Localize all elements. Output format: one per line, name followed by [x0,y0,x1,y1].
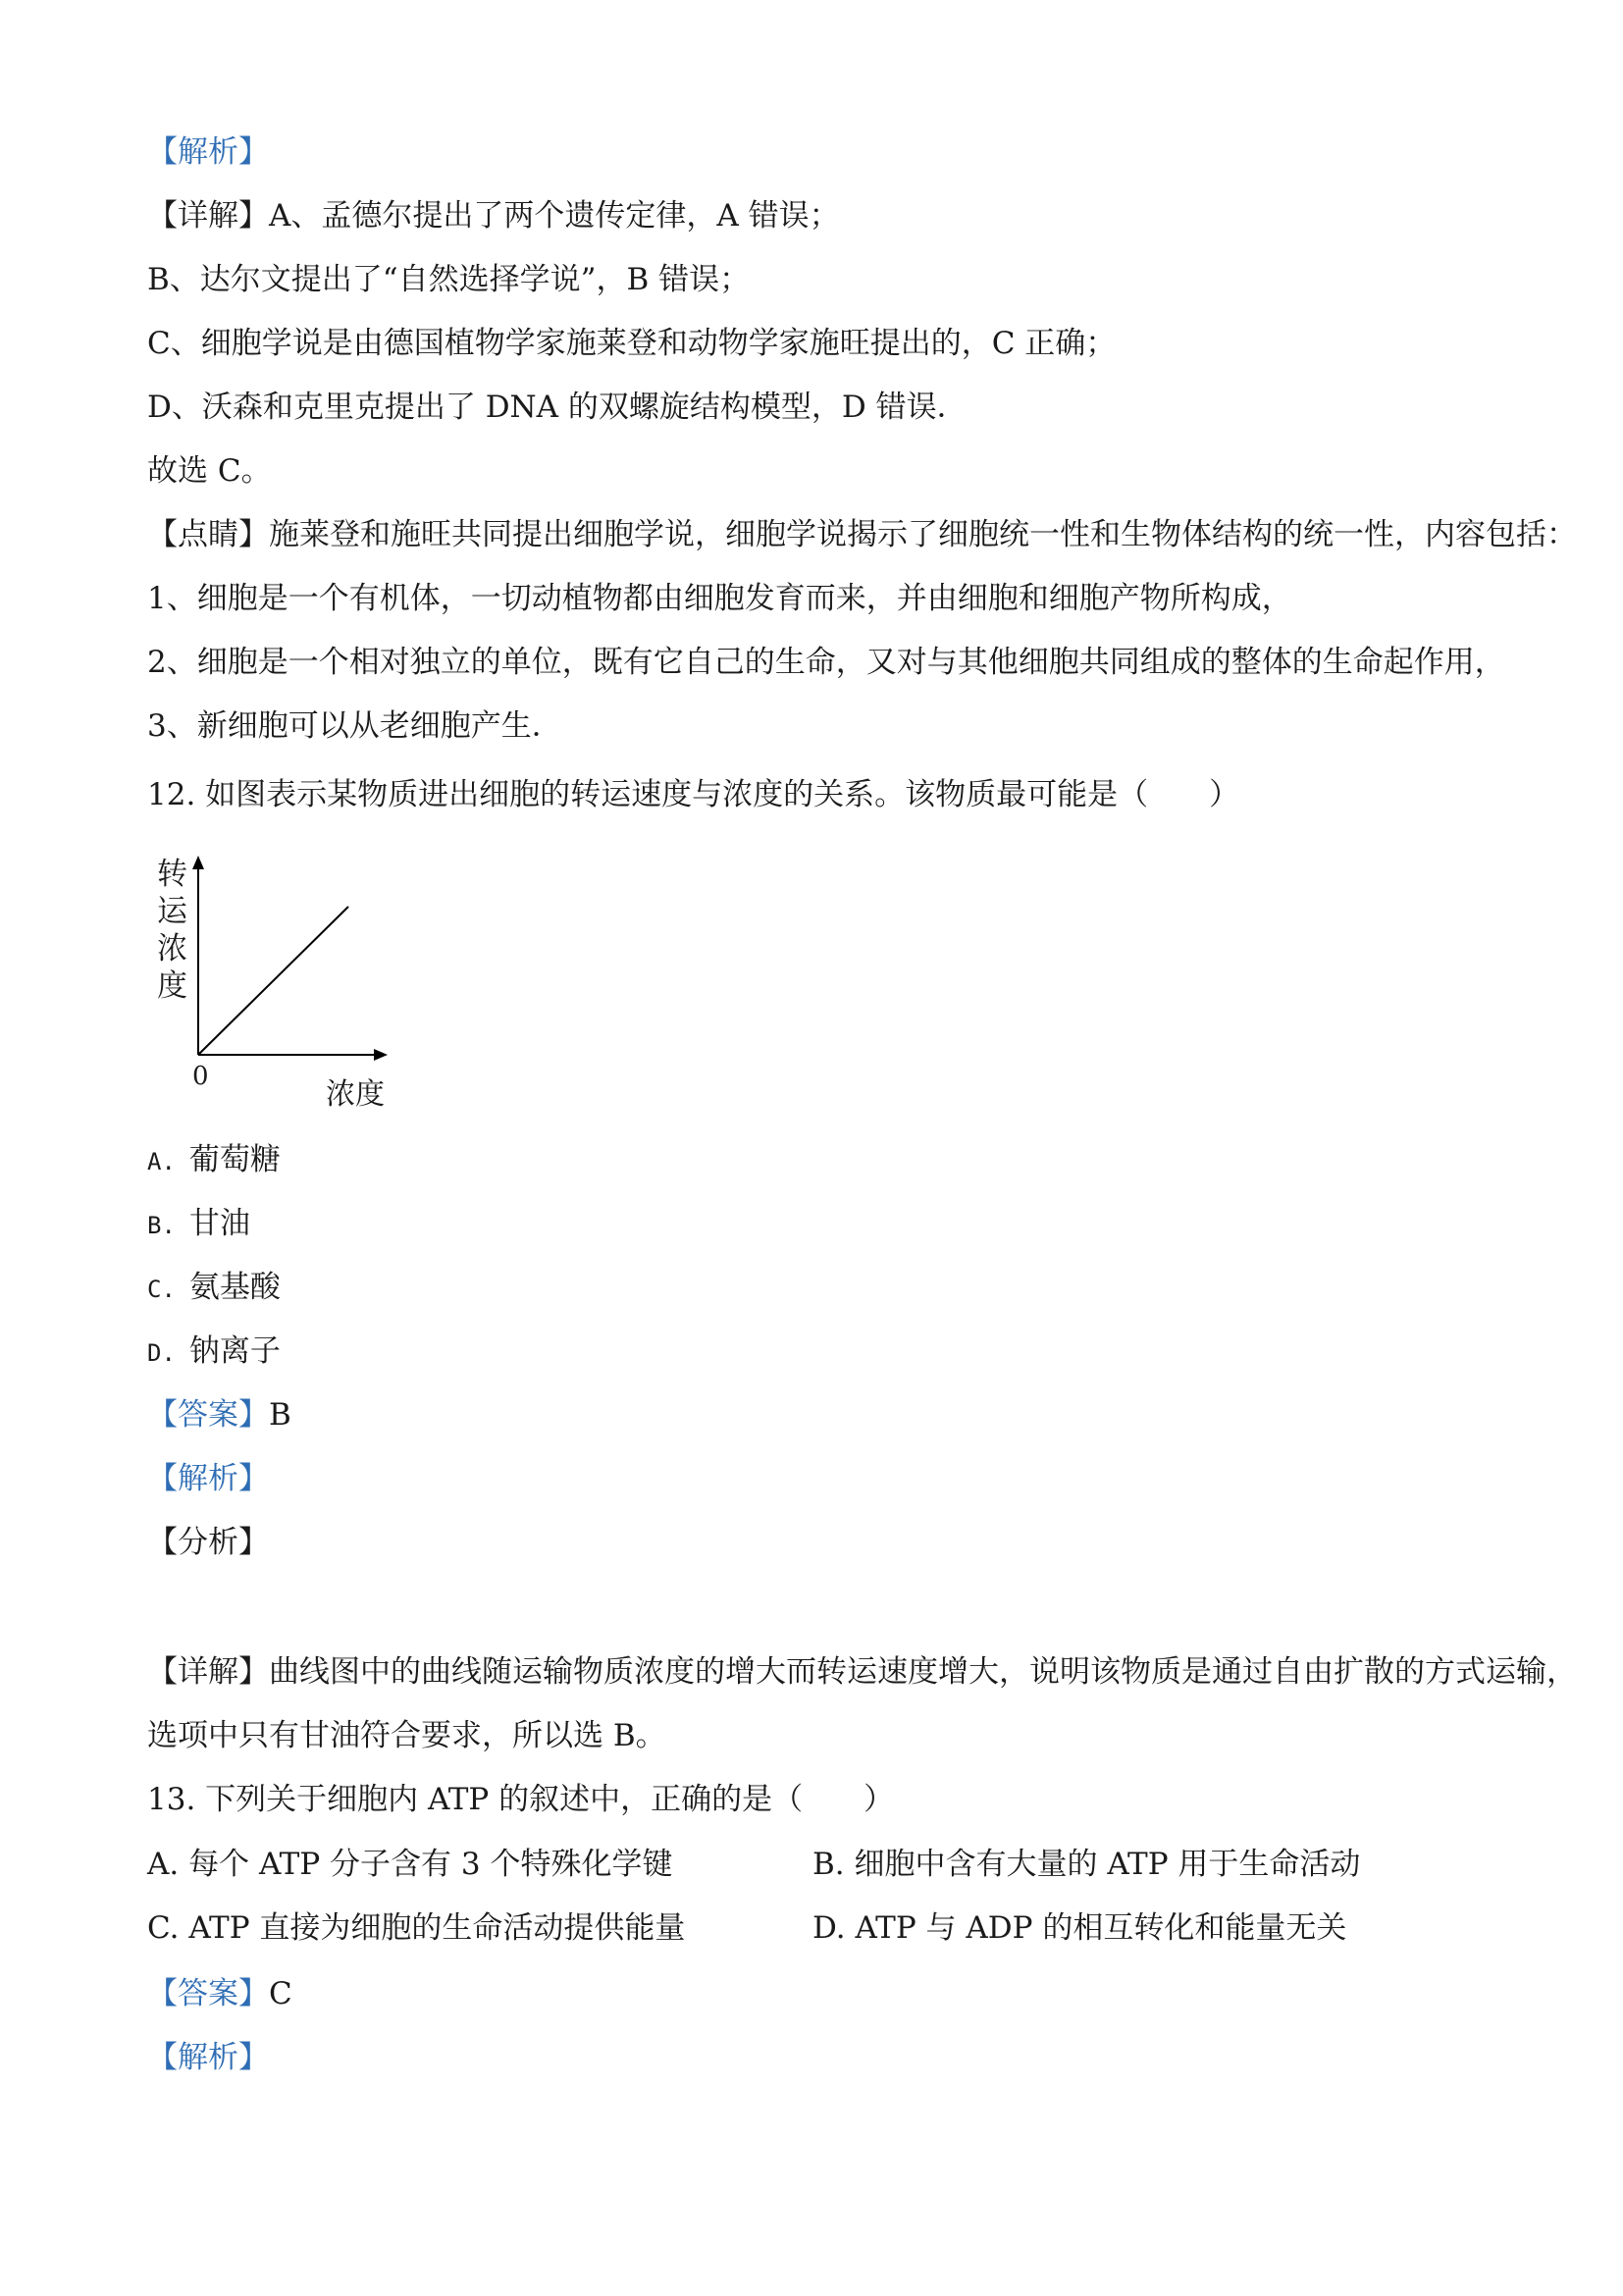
answer-value: C [269,1976,292,2011]
point-tag: 【点睛】 [147,517,269,552]
detail-text-a: A、孟德尔提出了两个遗传定律，A 错误； [269,198,840,234]
q12-stem: 12. 如图表示某物质进出细胞的转运速度与浓度的关系。该物质最可能是（ ） [147,777,1240,812]
answer-value: B [269,1397,291,1433]
detail-line-b: B、达尔文提出了“自然选择学说”，B 错误； [147,262,751,297]
q12-detail-line-1 [147,1652,1577,1692]
point-line [147,515,1577,554]
option-text: 氨基酸 [188,1270,281,1305]
q13-option-c: C. ATP 直接为细胞的生命活动提供能量 [147,1910,686,1946]
q12-answer-line [147,1395,291,1435]
graph-ylabel-3: 浓 [157,931,187,966]
option-text: 甘油 [188,1206,250,1241]
q12-option-a [147,1140,281,1181]
q12-analysis-heading: 【解析】 [147,1461,269,1496]
option-key: A. [147,1148,176,1175]
detail-tag: 【详解】 [147,1654,269,1690]
detail-line-a [147,196,840,235]
q12-fenxi-heading: 【分析】 [147,1525,269,1560]
graph-origin: 0 [192,1062,209,1091]
choose-line: 故选 C。 [147,453,272,489]
q13-stem: 13. 下列关于细胞内 ATP 的叙述中，正确的是（ ） [147,1782,895,1817]
point-text: 施莱登和施旺共同提出细胞学说，细胞学说揭示了细胞统一性和生物体结构的统一性，内容包括： [269,517,1577,552]
answer-tag: 【答案】 [147,1976,269,2011]
q13-option-a: A. 每个 ATP 分子含有 3 个特殊化学键 [147,1847,673,1882]
q12-option-c [147,1268,281,1309]
point-item-2: 2、细胞是一个相对独立的单位，既有它自己的生命，又对与其他细胞共同组成的整体的生命起作用， [147,645,1505,680]
option-key: B. [147,1212,176,1239]
analysis-heading: 【解析】 [147,134,269,170]
option-key: D. [147,1339,176,1367]
q13-option-b: B. 细胞中含有大量的 ATP 用于生命活动 [812,1847,1361,1882]
q12-detail-text-1: 曲线图中的曲线随运输物质浓度的增大而转运速度增大，说明该物质是通过自由扩散的方式运输， [269,1654,1577,1690]
detail-tag: 【详解】 [147,198,269,234]
option-text: 葡萄糖 [188,1142,281,1177]
q12-option-b [147,1204,250,1245]
q13-option-d: D. ATP 与 ADP 的相互转化和能量无关 [812,1910,1347,1946]
graph-ylabel-1: 转 [157,857,187,892]
transport-graph [186,854,402,1070]
option-key: C. [147,1276,176,1303]
detail-line-c: C、细胞学说是由德国植物学家施莱登和动物学家施旺提出的，C 正确； [147,326,1117,361]
graph-x-arrow [374,1049,388,1061]
q13-analysis-heading: 【解析】 [147,2040,269,2075]
detail-line-d: D、沃森和克里克提出了 DNA 的双螺旋结构模型，D 错误． [147,390,968,425]
q13-answer-line [147,1974,292,2013]
answer-tag: 【答案】 [147,1397,269,1433]
graph-y-arrow [192,856,204,869]
graph-line [198,907,348,1055]
q12-option-d [147,1331,281,1373]
graph-ylabel-4: 度 [157,968,187,1004]
option-text: 钠离子 [188,1333,281,1369]
graph-ylabel-2: 运 [157,894,187,929]
graph-xlabel: 浓度 [326,1077,385,1112]
q12-detail-line-2: 选项中只有甘油符合要求，所以选 B。 [147,1718,666,1753]
point-item-1: 1、细胞是一个有机体，一切动植物都由细胞发育而来，并由细胞和细胞产物所构成， [147,581,1292,616]
point-item-3: 3、新细胞可以从老细胞产生． [147,708,562,744]
